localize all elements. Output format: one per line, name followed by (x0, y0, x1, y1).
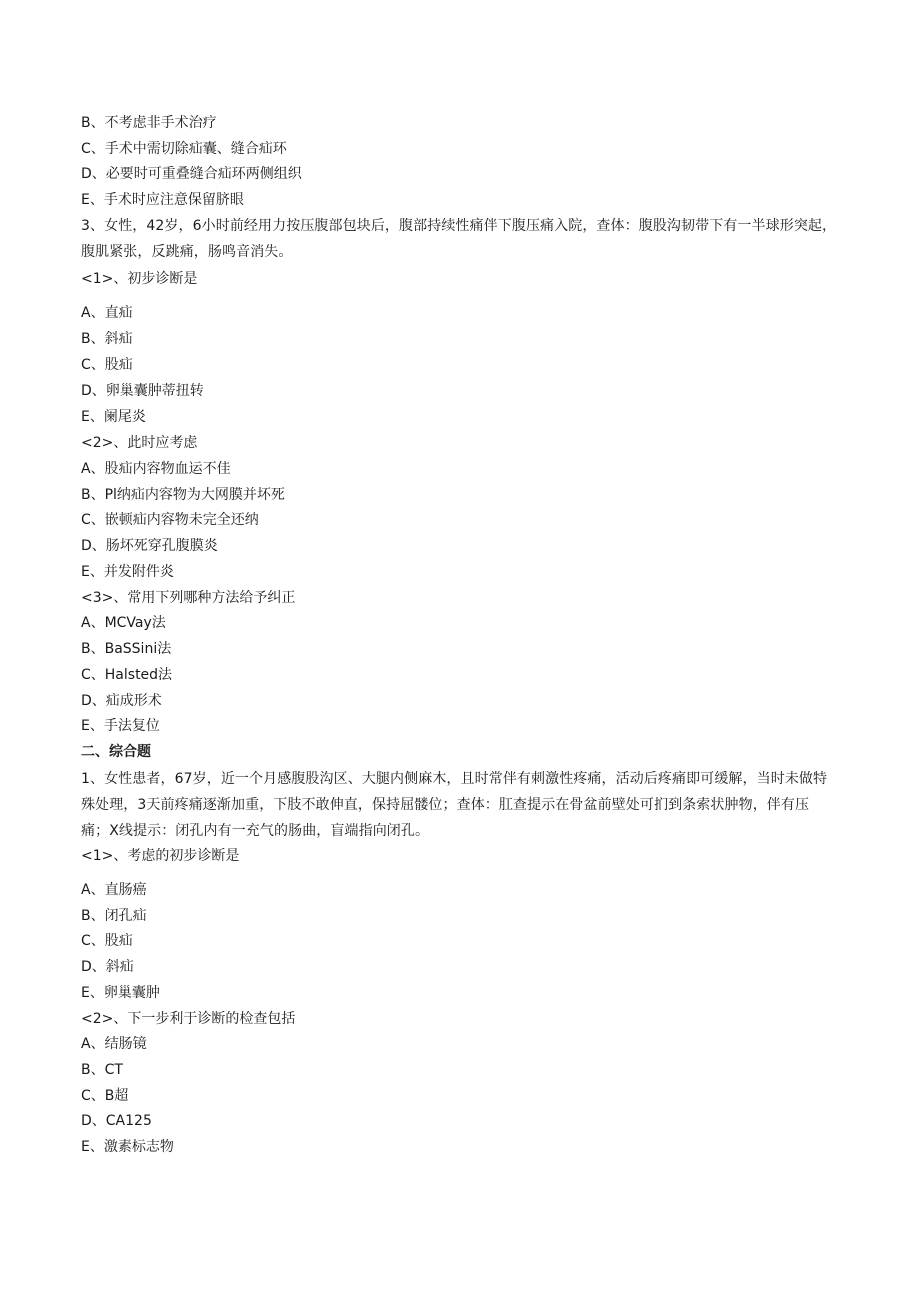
section-heading: 二、综合题 (81, 744, 151, 760)
option-line: C、股疝 (81, 933, 133, 949)
option-line: A、直疝 (81, 305, 133, 321)
option-line: A、股疝内容物血运不佳 (81, 461, 231, 477)
option-line: D、CA125 (81, 1113, 152, 1129)
sub-question: <1>、考虑的初步诊断是 (81, 848, 240, 864)
sub-question: <1>、初步诊断是 (81, 271, 198, 287)
option-line: A、直肠癌 (81, 882, 147, 898)
option-line: A、结肠镜 (81, 1036, 147, 1052)
option-line: E、激素标志物 (81, 1139, 174, 1155)
option-line: B、Pl纳疝内容物为大网膜并坏死 (81, 487, 285, 503)
option-line: E、手术时应注意保留脐眼 (81, 192, 244, 208)
option-line: D、肠坏死穿孔腹膜炎 (81, 538, 218, 554)
option-line: B、闭孔疝 (81, 908, 147, 924)
option-line: D、疝成形术 (81, 693, 162, 709)
option-line: E、阑尾炎 (81, 409, 146, 425)
option-line: C、股疝 (81, 357, 133, 373)
option-line: B、BaSSini法 (81, 641, 172, 657)
option-line: C、嵌顿疝内容物未完全还纳 (81, 512, 259, 528)
option-line: E、并发附件炎 (81, 564, 174, 580)
question-stem: 3、女性，42岁，6小时前经用力按压腹部包块后，腹部持续性痛伴下腹压痛入院，查体：腹股沟韧带下有一半球形突起，腹肌紧张，反跳痛，肠鸣音消失。 (81, 218, 837, 260)
sub-question: <2>、此时应考虑 (81, 435, 198, 451)
sub-question: <2>、下一步利于诊断的检查包括 (81, 1011, 296, 1027)
option-line: A、MCVay法 (81, 615, 166, 631)
option-line: E、卵巢囊肿 (81, 985, 160, 1001)
option-line: C、手术中需切除疝囊、缝合疝环 (81, 141, 287, 157)
option-line: C、Halsted法 (81, 667, 173, 683)
option-line: D、斜疝 (81, 959, 134, 975)
option-line: E、手法复位 (81, 718, 160, 734)
option-line: B、斜疝 (81, 331, 133, 347)
option-line: B、不考虑非手术治疗 (81, 115, 217, 131)
question-stem: 1、女性患者，67岁，近一个月感腹股沟区、大腿内侧麻木，且时常伴有刺激性疼痛，活动后疼痛即可缓解，当时未做特殊处理，3天前疼痛逐渐加重，下肢不敢伸直，保持屈髅位；查体：肛查提示在骨盆前壁处可扪到条索状肿物，伴有压痛；X线提示：闭孔内有一充气的肠曲，盲端指向闭孔。 (81, 771, 828, 839)
option-line: D、卵巢囊肿蒂扭转 (81, 383, 204, 399)
option-line: B、CT (81, 1062, 123, 1078)
sub-question: <3>、常用下列哪种方法给予纠正 (81, 590, 296, 606)
option-line: C、B超 (81, 1088, 129, 1104)
option-line: D、必要时可重叠缝合疝环两侧组织 (81, 166, 302, 182)
